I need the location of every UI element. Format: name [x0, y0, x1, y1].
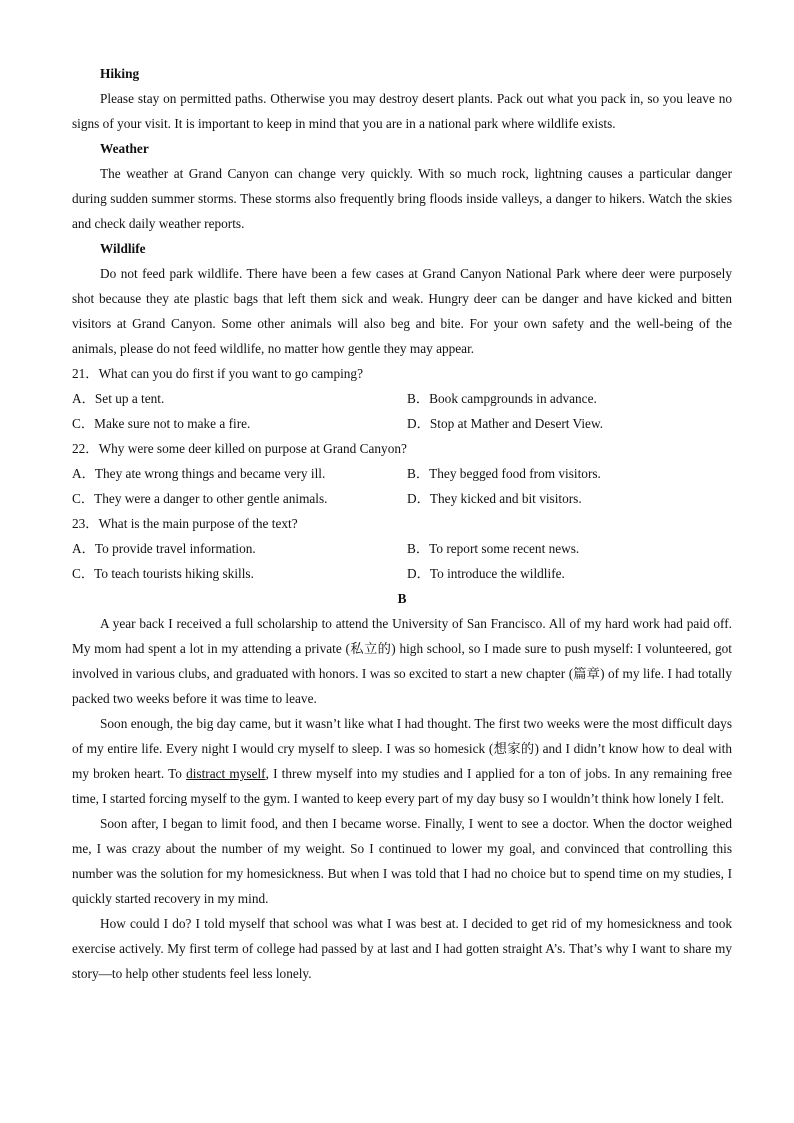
- option-row: [72, 561, 732, 586]
- option-a: A．They ate wrong things and became very ill.: [72, 466, 326, 481]
- passage-b-paragraph-1: A year back I received a full scholarship to attend the University of San Francisco. All of my hard work had paid off. My mom had spent a lot in my attending a private (私立的) high school, so I made sure to push myself: I volunteered, got involved in various clubs, and graduated with honors. I was so excited to start a new chapter (篇章) of my life. I had totally packed two weeks before it was time to leave.: [72, 616, 732, 706]
- option-row: [72, 386, 732, 411]
- option-a: A．Set up a tent.: [72, 391, 165, 406]
- question-stem: 22．Why were some deer killed on purpose at Grand Canyon?: [72, 441, 407, 456]
- hiking-heading: Hiking: [100, 66, 140, 81]
- question-21: [72, 361, 732, 436]
- paragraph-text: , I threw myself into my studies and I applied for a ton of jobs. In any remaining free time, I started forcing myself to the gym. I wanted to keep every part of my day busy so I wouldn’t think how lonely I felt.: [72, 766, 732, 806]
- option-d: D．They kicked and bit visitors.: [407, 491, 582, 506]
- question-22: [72, 436, 732, 511]
- document-page: [72, 61, 732, 986]
- weather-paragraph: The weather at Grand Canyon can change very quickly. With so much rock, lightning causes a particular danger during sudden summer storms. These storms also frequently bring floods inside valleys, a danger to hikers. Watch the skies and check daily weather reports.: [72, 166, 732, 231]
- hiking-paragraph: Please stay on permitted paths. Otherwise you may destroy desert plants. Pack out what you pack in, so you leave no signs of your visit. It is important to keep in mind that you are in a national park where wildlife exists.: [72, 91, 732, 131]
- option-row: [72, 486, 732, 511]
- underlined-phrase: distract myself: [186, 766, 266, 781]
- option-a: A．To provide travel information.: [72, 541, 256, 556]
- option-c: C．They were a danger to other gentle animals.: [72, 491, 328, 506]
- option-row: [72, 411, 732, 436]
- question-stem: 23．What is the main purpose of the text?: [72, 516, 298, 531]
- option-row: [72, 461, 732, 486]
- paragraph-text: Soon enough, the big day came, but it wasn’t like what I had thought. The first two weeks were the most difficult days of my entire life. Every night I would cry myself to sleep. I was so homesick (想家的) and I didn’t know how to deal with my broken heart. To: [72, 716, 732, 781]
- section-b-title: B: [397, 591, 407, 606]
- option-row: [72, 536, 732, 561]
- option-b: B．To report some recent news.: [407, 541, 580, 556]
- option-c: C．To teach tourists hiking skills.: [72, 566, 254, 581]
- weather-heading: Weather: [100, 141, 149, 156]
- wildlife-paragraph: Do not feed park wildlife. There have been a few cases at Grand Canyon National Park where deer were purposely shot because they ate plastic bags that left them sick and weak. Hungry deer can be danger and have kicked and bitten visitors at Grand Canyon. Some other animals will also beg and bite. For your own safety and the well-being of the animals, please do not feed wildlife, no matter how gentle they may appear.: [72, 266, 732, 356]
- option-b: B．They begged food from visitors.: [407, 466, 601, 481]
- passage-b-paragraph-4: How could I do? I told myself that school was what I was best at. I decided to get rid of my homesickness and took exercise actively. My first term of college had passed by at last and I had gotten straight A’s. That’s why I want to share my story—to help other students feel less lonely.: [72, 916, 732, 981]
- passage-b-paragraph-3: Soon after, I began to limit food, and then I became worse. Finally, I went to see a doctor. When the doctor weighed me, I was crazy about the number of my weight. So I continued to lower my goal, and convinced that controlling this number was the solution for my homesickness. But when I was told that I had no choice but to spend time on my studies, I quickly started recovery in my mind.: [72, 816, 732, 906]
- passage-b-paragraph-2: [72, 711, 732, 811]
- option-c: C．Make sure not to make a fire.: [72, 416, 251, 431]
- question-23: [72, 511, 732, 586]
- option-d: D．To introduce the wildlife.: [407, 566, 565, 581]
- question-stem: 21．What can you do first if you want to go camping?: [72, 366, 363, 381]
- option-b: B．Book campgrounds in advance.: [407, 391, 597, 406]
- wildlife-heading: Wildlife: [100, 241, 146, 256]
- option-d: D．Stop at Mather and Desert View.: [407, 416, 604, 431]
